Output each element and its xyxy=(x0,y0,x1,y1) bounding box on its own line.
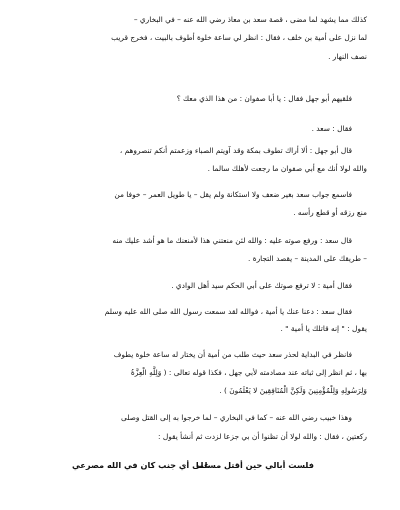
text-line: يقول : " إنه قاتلك يا أمية " . xyxy=(280,324,367,333)
text-line: فقال : سعد . xyxy=(311,124,352,133)
text-line: قال أبو جهل : ألا أراك تطوف بمكة وقد آويتم الصباء وزعمتم أنكم تنصروهم ، xyxy=(119,146,352,155)
text-line: فانظر في البداية لحذر سعد حيث طلب من أمية أن يختار له ساعة خلوة يطوف xyxy=(113,350,352,359)
text-line: – طريقك على المدينة – يقصد التجارة . xyxy=(248,254,367,263)
text-line: ركعتين ، فقال : والله لولا أن تظنوا أن بي جزعا لزدت ثم أنشأ يقول : xyxy=(157,432,367,441)
text-line: فاسمع جواب سعد بغير ضعف ولا استكانة ولم يقل – يا طويل العمر – خوفا من xyxy=(114,190,352,199)
text-line: كذلك مما يشهد لما مضى ، قصة سعد بن معاذ رضي الله عنه – في البخاري – xyxy=(133,15,367,24)
text-line: قال سعد : ورفع صوته عليه : والله لئن منعتني هذا لأمنعنك ما هو أشد عليك منه xyxy=(112,236,352,245)
text-line: لما نزل على أمية بن خلف ، فقال : انظر لي ساعة خلوة أطوف بالبيت ، فخرج قريب xyxy=(111,33,367,42)
text-line: فلقيهم أبو جهل فقال : يا أبا صفوان : من هذا الذي معك ؟ xyxy=(176,94,352,103)
text-line: والله لولا أنك مع أبي صفوان ما رجعت لأهلك سالما . xyxy=(207,164,367,173)
text-line: فقال أمية : لا ترفع صوتك على أبي الحكم سيد أهل الوادي . xyxy=(171,281,352,290)
verse-second-hemistich: على أي جنب كان في الله مصرعي xyxy=(72,460,210,470)
verse-first-hemistich: فلست أبالي حين أقتل مسلما xyxy=(195,460,314,470)
text-line: منع رزقه أو قطع رأسه . xyxy=(293,208,367,217)
text-line: بها ، ثم انظر إلى ثباته عند مصادمته لأبي جهل ، فكذا قوله تعالى : ( وَلِلَّهِ الْعِزَّةُ xyxy=(130,368,367,377)
text-line: وهذا خبيب رضي الله عنه – كما في البخاري – لما خرجوا به إلى القتل وصلى xyxy=(121,413,352,422)
text-line: فقال سعد : دعنا عنك يا أمية ، فوالله لقد سمعت رسول الله صلى الله عليه وسلم xyxy=(104,307,352,316)
text-line: نصف النهار . xyxy=(328,52,367,61)
text-line: وَلِرَسُولِهِ وَلِلْمُؤْمِنِينَ وَلَكِنَّ الْمُنَافِقِينَ لا يَعْلَمُونَ ) . xyxy=(219,386,367,395)
